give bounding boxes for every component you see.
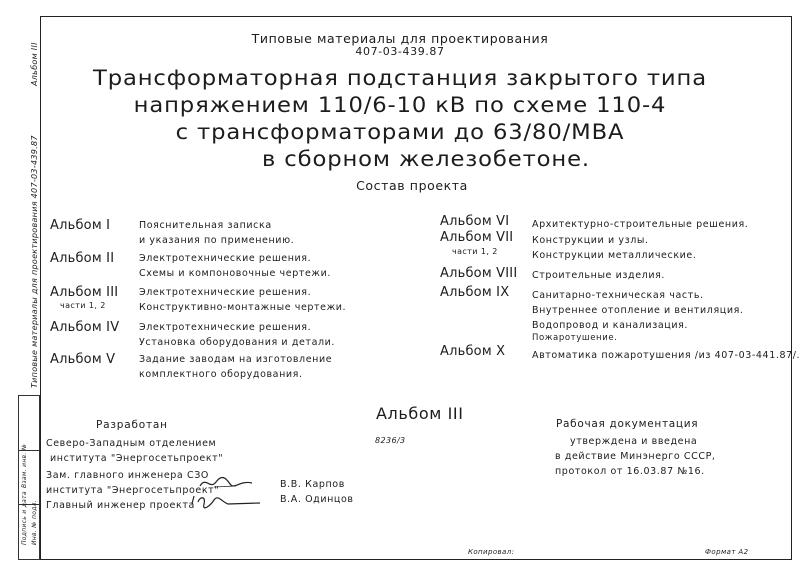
album-desc-line: комплектного оборудования. <box>139 369 303 380</box>
album-label: Альбом IX <box>440 285 510 300</box>
album-desc-line: Установка оборудования и детали. <box>139 337 336 348</box>
album-desc-line: Водопровод и канализация. <box>532 320 689 331</box>
album-label: Альбом IV <box>50 320 120 335</box>
developer-heading: Разработан <box>96 419 168 431</box>
album-desc-line: Конструкции металлические. <box>532 250 697 261</box>
album-label: Альбом V <box>50 352 116 367</box>
album-label: Альбом VI <box>440 214 510 229</box>
album-label: Альбом II <box>50 251 115 266</box>
album-label: Альбом VII <box>440 230 514 245</box>
album-desc-line: Санитарно-техническая часть. <box>532 290 704 301</box>
main-title-line-1: Трансформаторная подстанция закрытого типа <box>92 66 708 90</box>
signature-karpov <box>196 474 256 492</box>
album-desc-line: Конструктивно-монтажные чертежи. <box>139 302 347 313</box>
album-desc-line: Пояснительная записка <box>139 220 272 231</box>
album-desc-line: Внутреннее отопление и вентиляция. <box>532 305 744 316</box>
footer-copied: Копировал: <box>468 548 515 556</box>
developer-role-2: Главный инженер проекта <box>46 500 195 511</box>
developer-name-1: В.В. Карпов <box>280 479 345 490</box>
album-desc-line: Схемы и компоновочные чертежи. <box>139 268 331 279</box>
approval-line-4: протокол от 16.03.87 №16. <box>555 466 705 477</box>
album-label: Альбом X <box>440 344 506 359</box>
album-label: Альбом I <box>50 218 111 233</box>
developer-line-2: института "Энергосетьпроект" <box>50 453 224 464</box>
developer-name-2: В.А. Одинцов <box>280 494 354 505</box>
album-desc-line: и указания по применению. <box>139 235 295 246</box>
album-desc-line: Задание заводам на изготовление <box>139 354 333 365</box>
album-desc-line: Электротехнические решения. <box>139 322 312 333</box>
current-album: Альбом III <box>376 404 464 423</box>
main-title-line-4: в сборном железобетоне. <box>262 147 590 171</box>
approval-line-1: Рабочая документация <box>556 418 699 430</box>
signature-field-label: Подпись и дата <box>21 491 28 545</box>
main-title-line-3: с трансформаторами до 63/80/МВА <box>175 120 625 144</box>
main-title-line-2: напряжением 110/6-10 кВ по схеме 110-4 <box>133 93 667 117</box>
album-desc-line: Автоматика пожаротушения /из 407-03-441.87/. <box>532 350 800 361</box>
developer-line-1: Северо-Западным отделением <box>46 438 217 449</box>
inventory-field-label: Инв. № подл. <box>31 500 38 545</box>
album-label: Альбом VIII <box>440 266 518 281</box>
album-label: Альбом III <box>50 285 119 300</box>
album-desc-line: Пожаротушение. <box>532 333 618 343</box>
album-desc-line: Электротехнические решения. <box>139 253 312 264</box>
series-number: 407-03-439.87 <box>355 45 445 58</box>
album-parts: части 1, 2 <box>452 247 498 256</box>
series-title: Типовые материалы для проектирования <box>251 31 549 46</box>
album-desc-line: Архитектурно-строительные решения. <box>532 219 749 230</box>
replace-field-label: Взам. инв. № <box>21 443 28 488</box>
album-desc-line: Электротехнические решения. <box>139 287 312 298</box>
album-parts: части 1, 2 <box>60 301 106 310</box>
album-desc-line: Строительные изделия. <box>532 270 666 281</box>
album-mark-vertical: Альбом III <box>30 42 39 86</box>
developer-role-1b: института "Энергосетьпроект" <box>46 485 220 496</box>
developer-role-1: Зам. главного инженера СЗО <box>46 470 209 481</box>
approval-line-3: в действие Минэнерго СССР, <box>555 451 716 462</box>
cert-number: 8236/3 <box>375 436 406 445</box>
composition-title: Состав проекта <box>356 178 468 193</box>
signature-odintsov <box>188 492 268 512</box>
approval-line-2: утверждена и введена <box>570 436 698 447</box>
series-vertical-label: Типовые материалы для проектирования 407-03-439.87 <box>30 135 39 388</box>
footer-format: Формат А2 <box>705 548 749 556</box>
album-desc-line: Конструкции и узлы. <box>532 235 649 246</box>
